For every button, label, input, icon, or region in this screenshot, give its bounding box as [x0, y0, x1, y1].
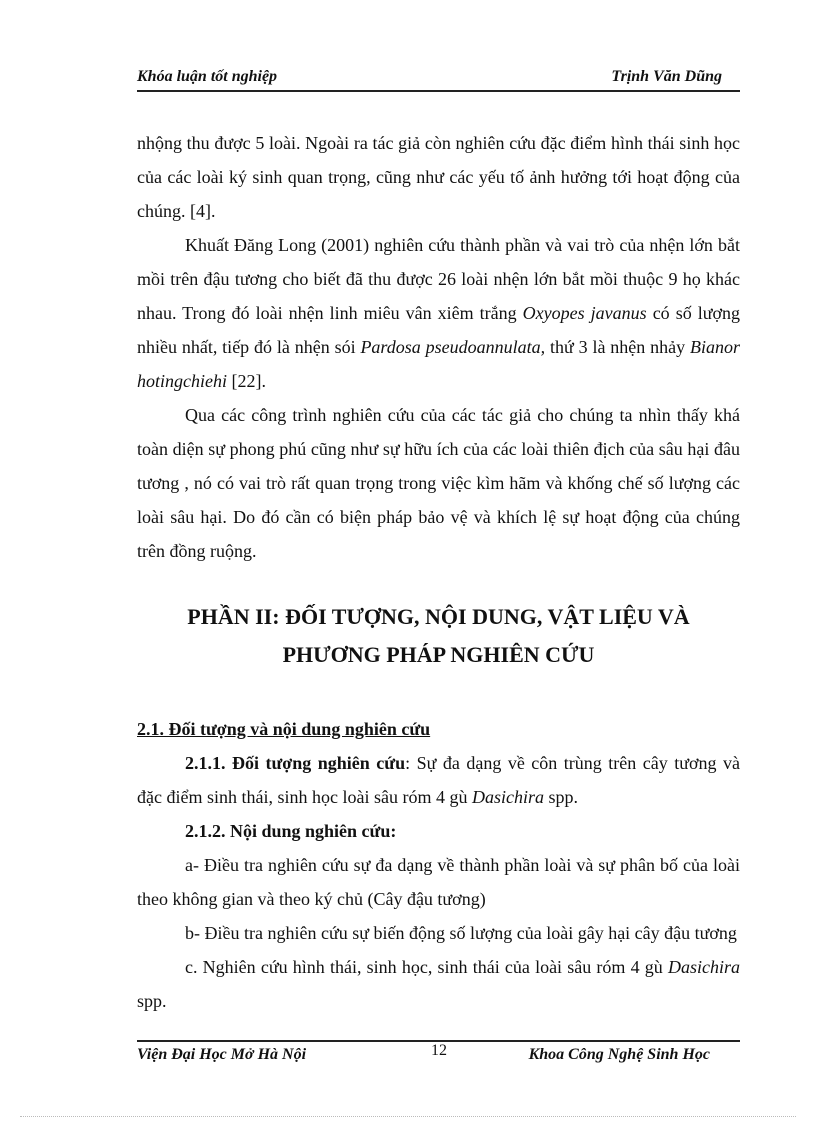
page-body: [137, 126, 740, 1018]
list-item: a- Điều tra nghiên cứu sự đa dạng về thành phần loài và sự phân bố của loài theo không gian và theo ký chủ (Cây đậu tương): [137, 855, 740, 909]
section-heading: 2.1. Đối tượng và nội dung nghiên cứu: [137, 719, 431, 739]
text: spp.: [543, 787, 578, 807]
text: [22].: [226, 371, 266, 391]
part-title-line: PHƯƠNG PHÁP NGHIÊN CỨU: [282, 642, 595, 667]
page-edge-divider: [20, 1116, 796, 1117]
text: thứ 3 là nhện nhảy: [545, 337, 690, 357]
list-item: b- Điều tra nghiên cứu sự biến động số lượng của loài gây hại cây đậu tương: [185, 923, 737, 943]
species-name: Dasichira: [471, 787, 544, 807]
page-footer: [137, 1040, 740, 1068]
species-name: Dasichira: [668, 957, 740, 977]
text: c. Nghiên cứu hình thái, sinh học, sinh thái của loài sâu róm 4 gù: [185, 957, 668, 977]
part-title: [137, 598, 740, 674]
footer-right: Khoa Công Nghệ Sinh Học: [528, 1046, 710, 1063]
species-name: Bianor hotingchiehi: [137, 337, 740, 391]
species-name: Oxyopes javanus: [522, 303, 647, 323]
list-item: [137, 950, 740, 1018]
subsection-label: 2.1.2. Nội dung nghiên cứu:: [185, 821, 397, 841]
text: Khuất Đăng Long (2001) nghiên cứu thành phần và vai trò của nhện lớn bắt mồi trên đậu tương cho biết đã thu được 26 loài nhện lớn bắt mồi thuộc 9 họ khác nhau. Trong đó loài nhện linh miêu vân xiêm trắng: [137, 235, 740, 323]
paragraph: Qua các công trình nghiên cứu của các tác giả cho chúng ta nhìn thấy khá toàn diện sự phong phú cũng như sự hữu ích của các loài thiên địch của sâu hại đâu tương , nó có vai trò rất quan trọng trong việc kìm hãm và khống chế số lượng các loài sâu hại. Do đó cần có biện pháp bảo vệ và khích lệ sự hoạt động của chúng trên đồng ruộng.: [137, 405, 740, 561]
text: : Sự đa dạng về côn trùng trên cây tương và đặc điểm sinh thái, sinh học loài sâu róm 4 gù: [137, 753, 740, 807]
page-number: 12: [431, 1042, 447, 1059]
species-name: Pardosa pseudoannulata,: [360, 337, 546, 357]
subsection-label: 2.1.1. Đối tượng nghiên cứu: [185, 753, 406, 773]
subsection-heading: [137, 814, 740, 848]
header-right: Trịnh Văn Dũng: [611, 68, 722, 85]
footer-left: Viện Đại Học Mở Hà Nội: [137, 1046, 307, 1063]
header-left: Khóa luận tốt nghiệp: [137, 68, 278, 85]
text: spp.: [137, 991, 167, 1011]
part-title-line: PHẦN II: ĐỐI TƯỢNG, NỘI DUNG, VẬT LIỆU VÀ: [187, 604, 690, 629]
text: có số lượng nhiều nhất, tiếp đó là nhện sói: [137, 303, 741, 357]
page-header: [137, 66, 740, 92]
paragraph: nhộng thu được 5 loài. Ngoài ra tác giả còn nghiên cứu đặc điểm hình thái sinh học của các loài ký sinh quan trọng, cũng như các yếu tố ảnh hưởng tới hoạt động của chúng. [4].: [137, 133, 740, 221]
paragraph: [137, 228, 740, 398]
paragraph: [137, 746, 740, 814]
